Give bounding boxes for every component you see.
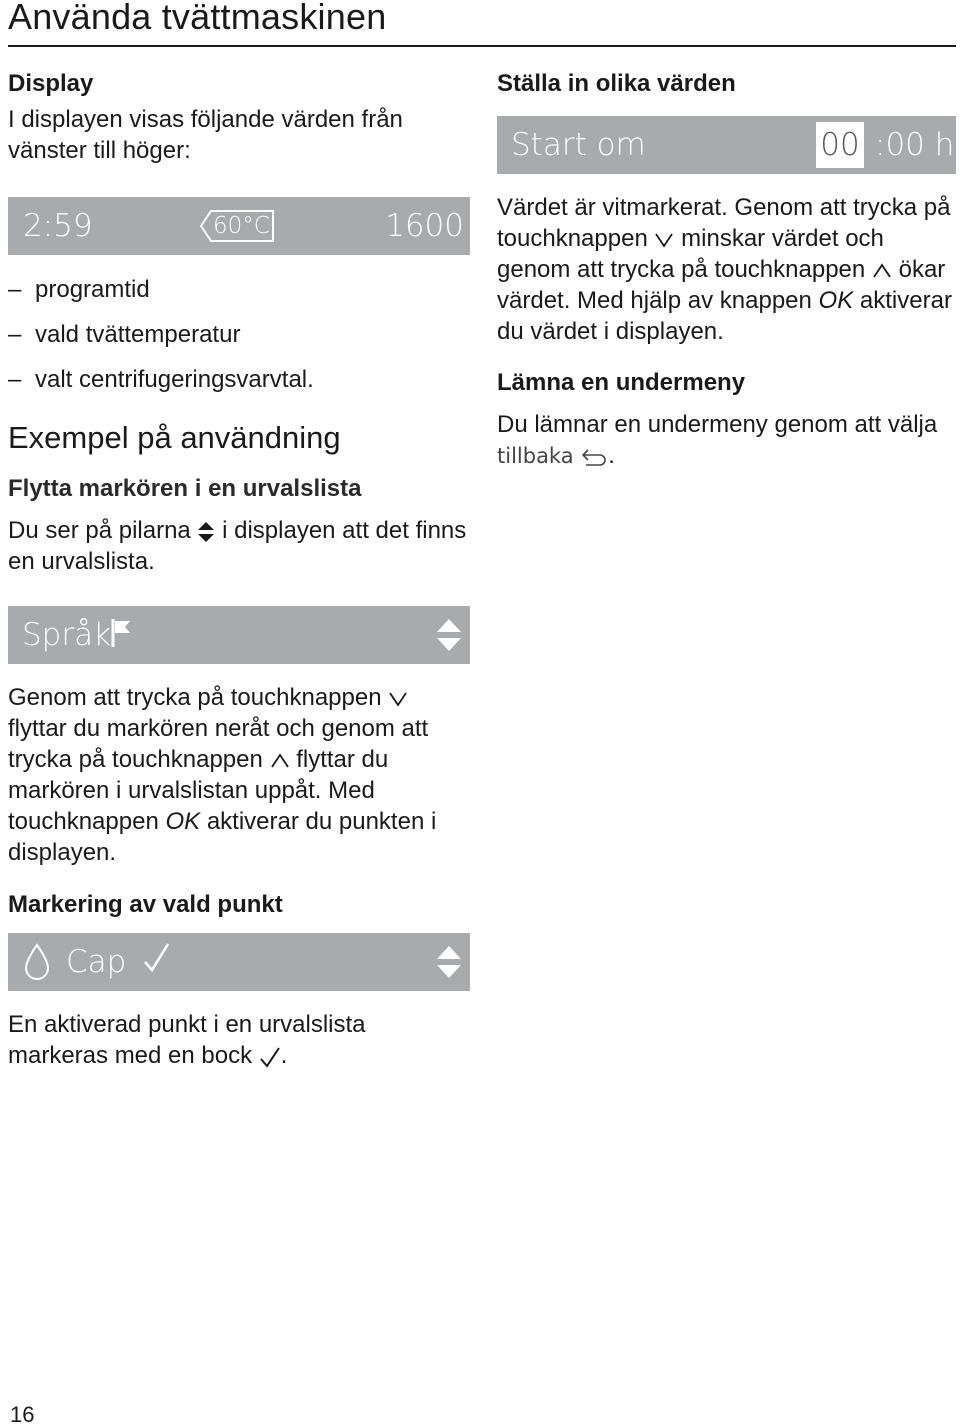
leave-text	[497, 409, 957, 472]
cap-label: Cap	[66, 944, 127, 980]
checkmark-icon	[142, 941, 172, 975]
up-down-arrows-icon	[197, 521, 215, 543]
back-arrow-icon	[580, 447, 608, 467]
back-word: tillbaka	[497, 444, 574, 468]
set-text	[497, 192, 957, 347]
temperature-value: 60°C	[213, 213, 270, 239]
page-number: 16	[10, 1402, 35, 1427]
set-text-part: aktiverar du värdet i displayen.	[497, 287, 952, 345]
display-intro: I displayen visas följande värden från vänster till höger:	[8, 106, 403, 164]
nav-text-part: flyttar du markören i urvalslistan uppåt. Med touchknappen	[8, 746, 389, 835]
up-down-arrows-icon	[436, 618, 462, 652]
nav-text-part: Genom att trycka på touchknappen	[8, 684, 382, 711]
ok-key: OK	[818, 287, 854, 314]
set-text-part: Värdet är vitmarkerat. Genom att trycka på touchknappen	[497, 194, 951, 252]
program-time: 2:59	[23, 208, 93, 244]
right-column	[497, 68, 957, 472]
nav-text-part: flyttar du markören neråt och genom att trycka på touchknappen	[8, 715, 429, 773]
list-item: – vald tvättemperatur	[8, 312, 470, 357]
leave-text-after: .	[608, 442, 615, 469]
example-heading: Exempel på användning	[8, 420, 341, 455]
minutes-label: :00 h	[875, 127, 955, 163]
move-text-before: Du ser på pilarna	[8, 517, 191, 544]
chevron-down-icon	[388, 691, 408, 707]
title-rule	[8, 45, 956, 47]
start-panel	[497, 116, 956, 174]
mark-text-after: .	[280, 1042, 288, 1069]
set-heading: Ställa in olika värden	[497, 70, 736, 97]
page-title: Använda tvättmaskinen	[8, 0, 387, 37]
flag-icon	[110, 618, 134, 648]
cap-panel	[8, 933, 470, 991]
language-label: Språk	[22, 617, 112, 653]
chevron-up-icon	[872, 263, 892, 279]
list-item: – valt centrifugeringsvarvtal.	[8, 357, 470, 402]
nav-text	[8, 682, 470, 868]
temperature-box	[200, 210, 274, 242]
mark-text	[8, 1009, 458, 1071]
list-item: – programtid	[8, 267, 470, 312]
chevron-up-icon	[270, 753, 290, 769]
language-panel	[8, 606, 470, 664]
drop-icon	[22, 943, 52, 981]
display-heading: Display	[8, 70, 94, 97]
nav-text-part: aktiverar du punkten i displayen.	[8, 808, 437, 866]
mark-text-before: En aktiverad punkt i en urvalslista markeras med en bock	[8, 1011, 366, 1069]
hours-field: 00	[816, 122, 864, 168]
spin-speed: 1600	[385, 208, 464, 244]
move-text	[8, 515, 470, 577]
left-column	[8, 68, 470, 1071]
display-panel	[8, 197, 470, 255]
set-text-part: minskar värdet och genom att trycka på touchknappen	[497, 225, 884, 283]
chevron-down-icon	[654, 232, 674, 248]
mark-heading: Markering av vald punkt	[8, 891, 283, 918]
move-heading	[8, 473, 470, 504]
leave-heading: Lämna en undermeny	[497, 369, 746, 396]
checkmark-icon	[259, 1046, 281, 1068]
leave-text-before: Du lämnar en undermeny genom att välja	[497, 411, 938, 438]
move-heading-text: Flytta markören i en urvalslista	[8, 475, 362, 502]
move-text-after: i displayen att det finns en urvalslista.	[8, 517, 467, 575]
display-items-list	[8, 267, 470, 402]
start-label: Start om	[511, 127, 646, 163]
set-text-part: ökar värdet. Med hjälp av knappen	[497, 256, 946, 314]
ok-key: OK	[165, 808, 201, 835]
up-down-arrows-icon	[436, 945, 462, 979]
